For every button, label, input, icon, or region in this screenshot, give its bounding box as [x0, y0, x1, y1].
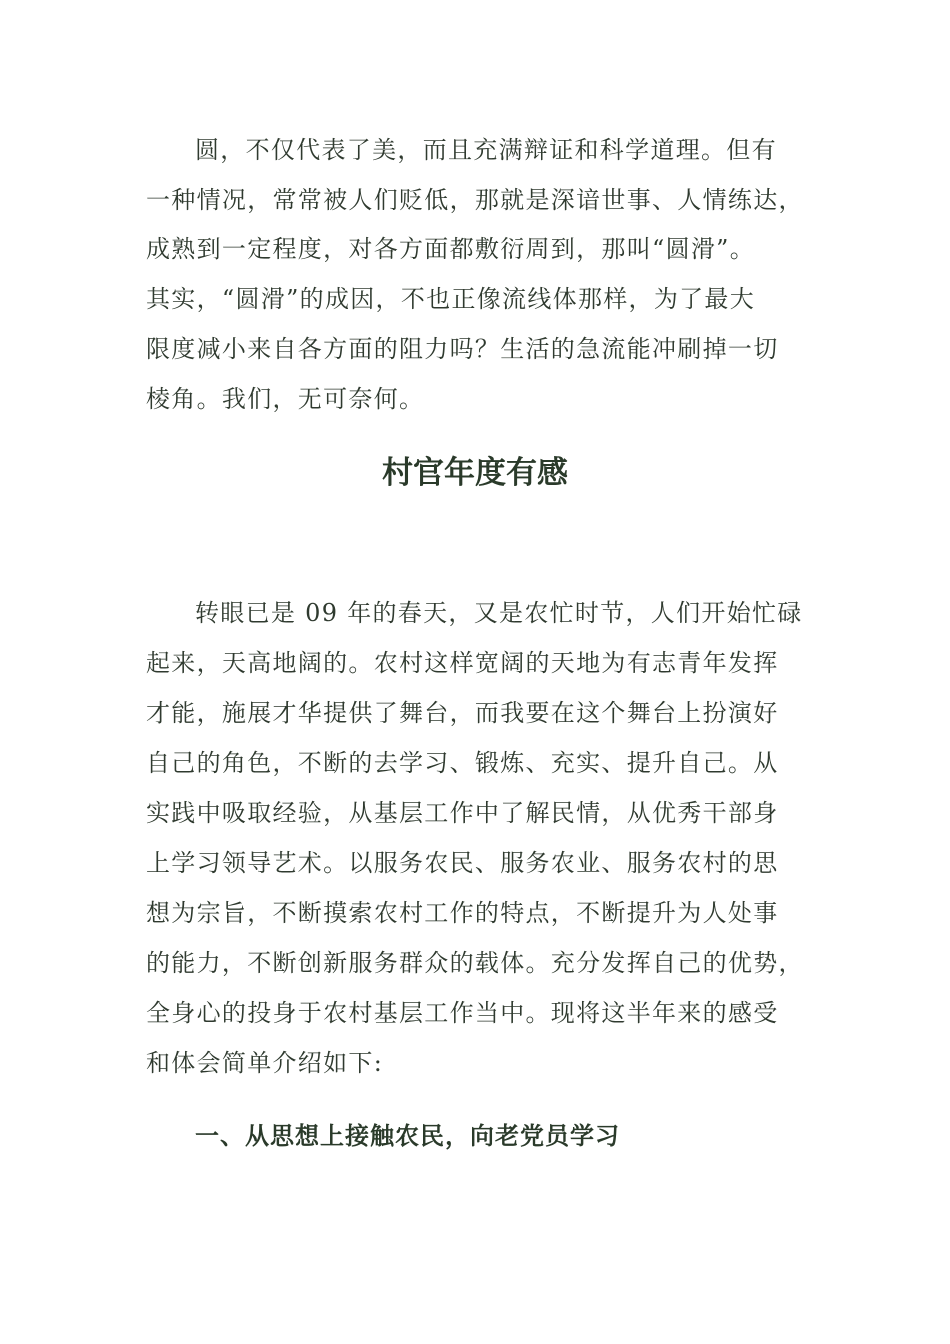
intro-line: 一种情况，常常被人们贬低，那就是深谙世事、人情练达， — [146, 186, 804, 214]
paragraph-line: 转眼已是 09 年的春天，又是农忙时节，人们开始忙碌 — [195, 599, 803, 627]
intro-line: 圆，不仅代表了美，而且充满辩证和科学道理。但有 — [195, 136, 777, 164]
intro-line: 其实，“圆滑”的成因，不也正像流线体那样，为了最大 — [146, 285, 756, 313]
paragraph-line: 实践中吸取经验，从基层工作中了解民情，从优秀干部身 — [146, 799, 779, 827]
paragraph-line: 起来，天高地阔的。农村这样宽阔的天地为有志青年发挥 — [146, 649, 779, 677]
intro-line: 限度减小来自各方面的阻力吗？生活的急流能冲刷掉一切 — [146, 335, 779, 363]
paragraph-line: 才能，施展才华提供了舞台，而我要在这个舞台上扮演好 — [146, 699, 779, 727]
intro-line: 成熟到一定程度，对各方面都敷衍周到，那叫“圆滑”。 — [146, 235, 756, 263]
section-heading: 一、从思想上接触农民，向老党员学习 — [195, 1121, 620, 1150]
paragraph-line: 的能力，不断创新服务群众的载体。充分发挥自己的优势， — [146, 949, 804, 977]
paragraph-line: 全身心的投身于农村基层工作当中。现将这半年来的感受 — [146, 999, 779, 1027]
intro-line: 棱角。我们，无可奈何。 — [146, 385, 425, 413]
paragraph-line: 和体会简单介绍如下: — [146, 1049, 384, 1077]
paragraph-line: 上学习领导艺术。以服务农民、服务农业、服务农村的思 — [146, 849, 779, 877]
paragraph-line: 自己的角色，不断的去学习、锻炼、充实、提升自己。从 — [146, 749, 779, 777]
paragraph-line: 想为宗旨，不断摸索农村工作的特点，不断提升为人处事 — [146, 899, 779, 927]
article-title: 村官年度有感 — [382, 455, 568, 491]
